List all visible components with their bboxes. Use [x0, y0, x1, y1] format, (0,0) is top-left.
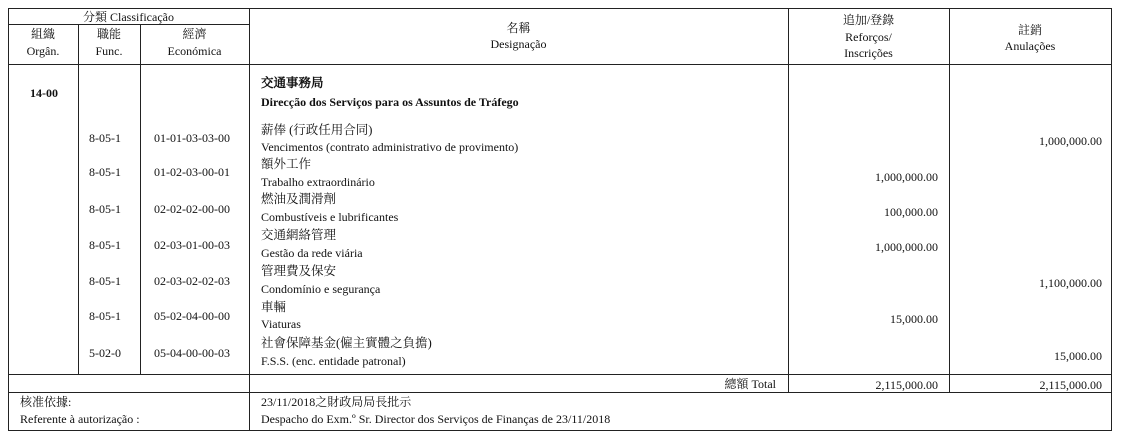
organ-code: 14-00: [30, 86, 58, 100]
item-name-zh: 額外工作: [261, 157, 312, 171]
classification-header: 分類 Classificação: [83, 10, 174, 24]
cancel-header-pt: Anulações: [1004, 39, 1056, 53]
total-cancel: 2,115,000.00: [1039, 378, 1102, 392]
econ-code: 02-03-02-02-03: [154, 274, 230, 288]
table-left-border: [8, 8, 9, 431]
cancel-value: 15,000.00: [1054, 349, 1102, 363]
item-name-pt: F.S.S. (enc. entidade patronal): [261, 354, 406, 368]
func-code: 8-05-1: [89, 274, 121, 288]
func-header-zh: 職能: [96, 27, 121, 41]
econ-code: 02-02-02-00-00: [154, 202, 230, 216]
entity-name-pt: Direcção dos Serviços para os Assuntos de Tráfego: [261, 95, 519, 109]
reinforcement-cancel-divider: [949, 8, 950, 393]
item-name-pt: Trabalho extraordinário: [261, 175, 375, 189]
cancel-header-zh: 註銷: [1017, 23, 1042, 37]
item-name-pt: Condomínio e segurança: [261, 282, 381, 296]
func-code: 8-05-1: [89, 131, 121, 145]
reinforcement-header-zh: 追加/登錄: [842, 13, 895, 27]
authorization-text-zh: 23/11/2018之財政局局長批示: [261, 395, 412, 409]
total-row-bottom-border: [8, 392, 1112, 393]
organ-header-zh: 組織: [30, 27, 55, 41]
reinforcement-value: 1,000,000.00: [875, 240, 938, 254]
classification-underline: [8, 24, 249, 25]
item-name-zh: 交通網絡管理: [261, 228, 337, 242]
table-right-border: [1111, 8, 1112, 431]
designation-header-pt: Designação: [490, 37, 547, 51]
cancel-value: 1,000,000.00: [1039, 134, 1102, 148]
econ-code: 05-04-00-00-03: [154, 346, 230, 360]
organ-header-pt: Orgân.: [26, 44, 60, 58]
item-name-zh: 車輛: [261, 300, 287, 314]
func-code: 8-05-1: [89, 165, 121, 179]
reinforcement-header-pt2: Inscrições: [844, 46, 893, 60]
item-name-zh: 薪俸 (行政任用合同): [261, 123, 373, 137]
func-code: 8-05-1: [89, 309, 121, 323]
item-name-zh: 燃油及潤滑劑: [261, 192, 337, 206]
econ-code: 02-03-01-00-03: [154, 238, 230, 252]
authorization-text-pt: Despacho do Exm.º Sr. Director dos Serviços de Finanças de 23/11/2018: [261, 412, 611, 426]
item-name-zh: 社會保障基金(僱主實體之負擔): [261, 336, 432, 350]
total-row-top-border: [8, 374, 1112, 375]
func-econ-divider: [140, 24, 141, 375]
item-name-pt: Gestão da rede viária: [261, 246, 363, 260]
header-bottom-border: [8, 64, 1112, 65]
func-header-pt: Func.: [95, 44, 123, 58]
econ-code: 01-02-03-00-01: [154, 165, 230, 179]
reinforcement-value: 100,000.00: [884, 205, 938, 219]
item-name-pt: Vencimentos (contrato administrativo de provimento): [261, 140, 519, 154]
entity-name-zh: 交通事務局: [261, 76, 324, 90]
reinforcement-value: 1,000,000.00: [875, 170, 938, 184]
econ-code: 01-01-03-03-00: [154, 131, 230, 145]
econ-header-zh: 經濟: [182, 27, 207, 41]
item-name-zh: 管理費及保安: [261, 264, 337, 278]
item-name-pt: Combustíveis e lubrificantes: [261, 210, 399, 224]
func-code: 5-02-0: [89, 346, 121, 360]
designation-header-zh: 名稱: [506, 21, 531, 35]
item-name-pt: Viaturas: [261, 317, 301, 331]
organ-func-divider: [78, 24, 79, 375]
reinforcement-header-pt1: Reforços/: [845, 30, 892, 44]
cancel-value: 1,100,000.00: [1039, 276, 1102, 290]
authorization-label-pt: Referente à autorização :: [20, 412, 140, 426]
authorization-label-zh: 核准依據:: [20, 395, 72, 409]
total-label: 總額 Total: [724, 377, 776, 391]
table-top-border: [8, 8, 1112, 9]
func-code: 8-05-1: [89, 238, 121, 252]
econ-designation-divider: [249, 8, 250, 431]
econ-header-pt: Económica: [167, 44, 222, 58]
econ-code: 05-02-04-00-00: [154, 309, 230, 323]
designation-reinforcement-divider: [788, 8, 789, 393]
table-bottom-border: [8, 430, 1112, 431]
total-reinforcement: 2,115,000.00: [875, 378, 938, 392]
func-code: 8-05-1: [89, 202, 121, 216]
reinforcement-value: 15,000.00: [890, 312, 938, 326]
